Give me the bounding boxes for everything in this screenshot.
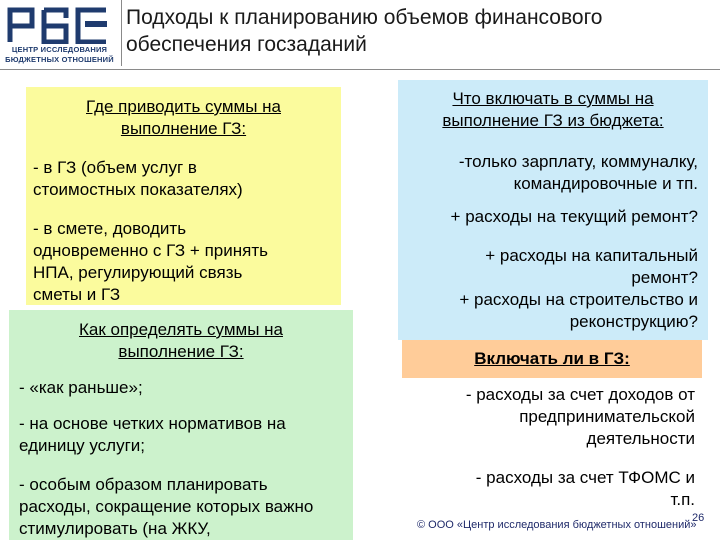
include-budget-item1-line1: -только зарплату, коммуналку, [458, 152, 698, 171]
include-budget-item4-line2: реконструкцию? [569, 312, 698, 331]
logo-caption-line2: БЮДЖЕТНЫХ ОТНОШЕНИЙ [5, 55, 114, 64]
cibo-logo-mark [6, 6, 112, 44]
how-determine-item3-line3: стимулировать (на ЖКУ, [19, 519, 211, 538]
where-sums-heading-line1: Где приводить суммы на [86, 97, 281, 116]
include-budget-heading-line2: выполнение ГЗ из бюджета: [442, 111, 664, 130]
include-budget-item3-line1: + расходы на капитальный [485, 246, 698, 265]
footer-copyright: © ООО «Центр исследования бюджетных отношений» [417, 519, 697, 531]
where-sums-item2-line3: НПА, регулирующий связь [33, 263, 243, 282]
where-sums-item1-line1: - в ГЗ (объем услуг в [33, 158, 197, 177]
include-in-gz-heading: Включать ли в ГЗ: [474, 349, 630, 368]
how-determine-item3-line2: расходы, сокращение которых важно [19, 497, 314, 516]
where-sums-heading-line2: выполнение ГЗ: [120, 119, 247, 138]
include-budget-heading-line1: Что включать в суммы на [452, 89, 654, 108]
include-budget-item2: + расходы на текущий ремонт? [450, 207, 698, 226]
how-determine-heading-line1: Как определять суммы на [79, 320, 283, 339]
include-in-gz-item1-line2: предпринимательской [519, 407, 695, 426]
how-determine-item2-line1: - на основе четких нормативов на [19, 414, 286, 433]
where-sums-item2-line1: - в смете, доводить [33, 219, 187, 238]
logo-caption-line1: ЦЕНТР ИССЛЕДОВАНИЯ [11, 45, 108, 54]
include-budget-item3-line2: ремонт? [631, 268, 698, 287]
include-in-gz-item1-line3: деятельности [586, 429, 695, 448]
header-divider-vertical [121, 0, 122, 66]
header-divider-horizontal [0, 69, 720, 70]
slide-title-line1: Подходы к планированию объемов финансового [126, 6, 603, 29]
include-budget-item4-line1: + расходы на строительство и [459, 290, 698, 309]
slide-title-line2: обеспечения госзаданий [126, 33, 367, 56]
how-determine-item2-line2: единицу услуги; [19, 436, 145, 455]
include-in-gz-item1-line1: - расходы за счет доходов от [465, 385, 695, 404]
where-sums-item2-line4: сметы и ГЗ [33, 285, 121, 304]
include-budget-item1-line2: командировочные и тп. [513, 174, 698, 193]
include-in-gz-item2-line2: т.п. [670, 490, 695, 509]
where-sums-item1-line2: стоимостных показателях) [33, 180, 243, 199]
how-determine-item1: - «как раньше»; [19, 378, 143, 397]
how-determine-heading-line2: выполнение ГЗ: [118, 342, 244, 361]
page-number: 26 [692, 512, 705, 524]
include-in-gz-item2-line1: - расходы за счет ТФОМС и [475, 468, 695, 487]
how-determine-item3-line1: - особым образом планировать [19, 475, 268, 494]
cibo-logo [0, 0, 117, 68]
slide-title [126, 4, 716, 58]
where-sums-item2-line2: одновременно с ГЗ + принять [33, 241, 268, 260]
